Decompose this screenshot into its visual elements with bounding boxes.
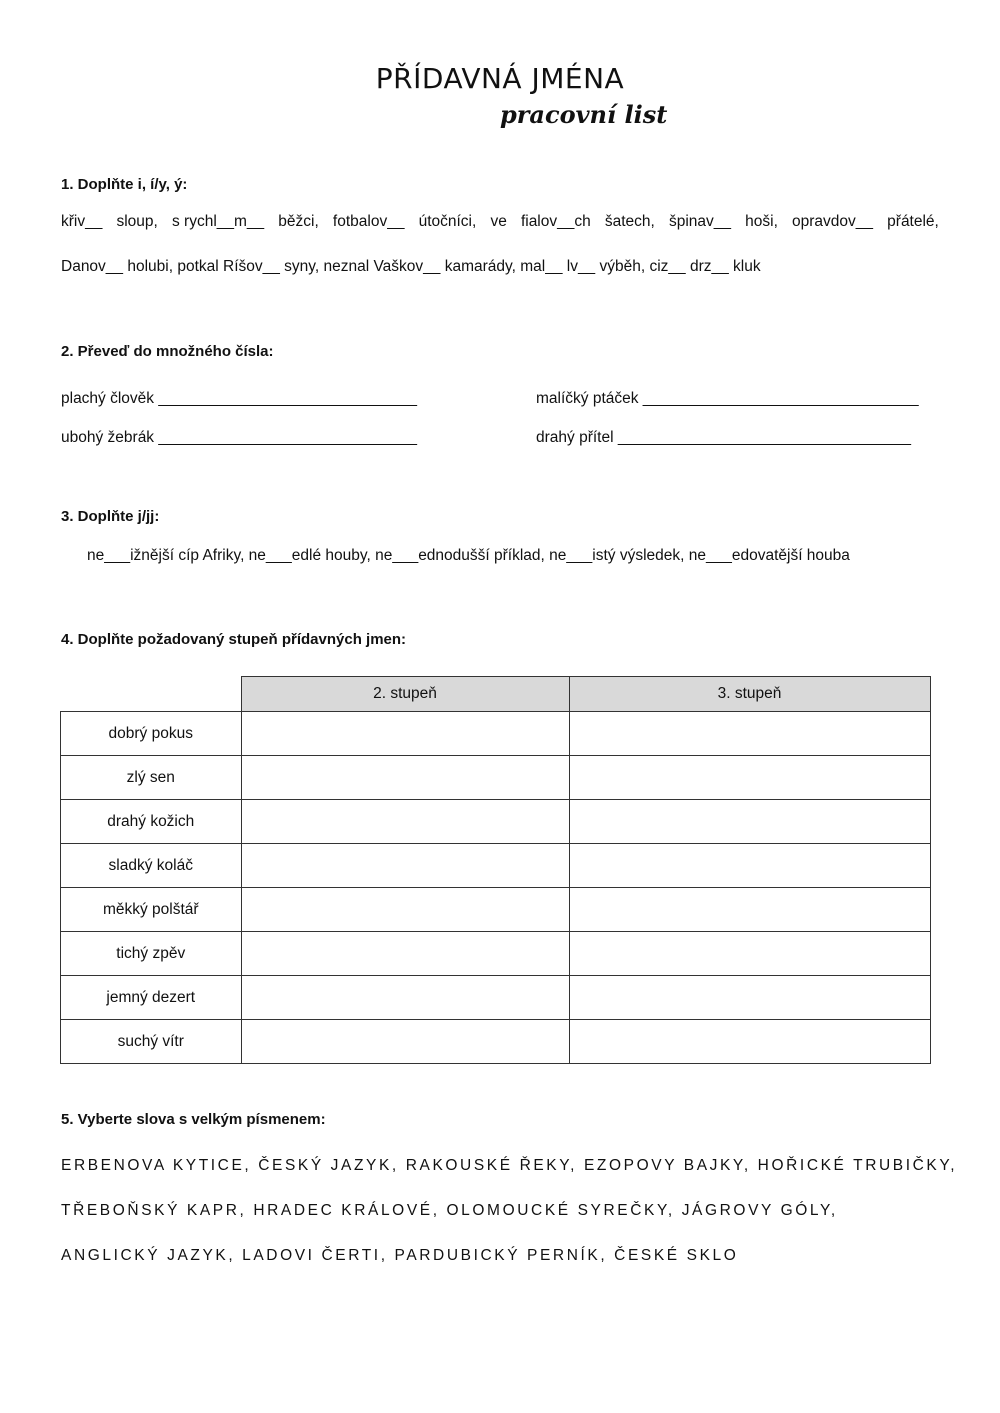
answer-cell[interactable] [569,800,930,844]
task1-word[interactable]: s rychl__m__ [171,213,265,230]
conversion-item[interactable]: malíčký ptáček ________________________________ [536,390,919,407]
table-row [61,932,931,976]
task1-word[interactable]: opravdov__ [792,213,874,230]
task2-heading: 2. Převeď do množného čísla: [61,343,274,360]
comparison-table [60,676,931,1064]
task1-word: útočníci, [418,213,477,230]
answer-cell[interactable] [569,932,930,976]
table-row [61,888,931,932]
task5-heading: 5. Vyberte slova s velkým písmenem: [61,1111,326,1128]
column-header: 3. stupeň [569,677,930,712]
answer-cell[interactable] [569,844,930,888]
answer-cell[interactable] [241,888,569,932]
row-label: dobrý pokus [61,712,242,756]
page-title: PŘÍDAVNÁ JMÉNA [375,62,625,95]
caps-line[interactable]: TŘEBOŇSKÝ KAPR, HRADEC KRÁLOVÉ, OLOMOUCKÉ SYREČKY, JÁGROVY GÓLY, [61,1202,838,1219]
answer-cell[interactable] [569,712,930,756]
task1-word[interactable]: fialov__ch [520,213,591,230]
table-row [61,800,931,844]
table-corner [61,677,242,712]
answer-cell[interactable] [241,756,569,800]
row-label: tichý zpěv [61,932,242,976]
answer-cell[interactable] [241,712,569,756]
task1-line-1 [61,213,939,231]
task1-heading: 1. Doplňte i, í/y, ý: [61,176,188,193]
task1-word[interactable]: křiv__ [61,213,103,230]
row-label: měkký polštář [61,888,242,932]
conversion-item[interactable]: drahý přítel __________________________________ [536,429,911,446]
answer-cell[interactable] [241,976,569,1020]
task1-word[interactable]: fotbalov__ [332,213,405,230]
answer-cell[interactable] [569,888,930,932]
task3-line[interactable]: ne___ižnější cíp Afriky, ne___edlé houby, ne___ednodušší příklad, ne___istý výsledek, ne___edovatější houba [87,547,850,564]
answer-cell[interactable] [241,932,569,976]
table-row [61,712,931,756]
table-row [61,976,931,1020]
table-row [61,1020,931,1064]
task1-word: hoši, [745,213,778,230]
answer-cell[interactable] [569,756,930,800]
task1-word: sloup, [116,213,158,230]
answer-cell[interactable] [569,1020,930,1064]
column-header: 2. stupeň [241,677,569,712]
answer-cell[interactable] [241,844,569,888]
row-label: sladký koláč [61,844,242,888]
task1-line-2: Danov__ holubi, potkal Ríšov__ syny, neznal Vaškov__ kamarády, mal__ lv__ výběh, ciz__ drz__ kluk [61,258,761,275]
answer-cell[interactable] [241,1020,569,1064]
row-label: jemný dezert [61,976,242,1020]
answer-cell[interactable] [569,976,930,1020]
task1-word: běžci, [278,213,319,230]
conversion-item[interactable]: plachý člověk ______________________________ [61,390,417,407]
row-label: zlý sen [61,756,242,800]
task4-heading: 4. Doplňte požadovaný stupeň přídavných jmen: [61,631,407,648]
task1-word[interactable]: špinav__ [668,213,732,230]
table-row [61,756,931,800]
task1-word: ve [490,213,507,230]
table-row [61,844,931,888]
task1-word: přátelé, [887,213,939,230]
page-subtitle: pracovní list [500,100,668,129]
conversion-item[interactable]: ubohý žebrák ______________________________ [61,429,417,446]
task3-heading: 3. Doplňte j/jj: [61,508,160,525]
caps-line[interactable]: ERBENOVA KYTICE, ČESKÝ JAZYK, RAKOUSKÉ ŘEKY, EZOPOVY BAJKY, HOŘICKÉ TRUBIČKY, [61,1157,958,1174]
answer-cell[interactable] [241,800,569,844]
row-label: drahý kožich [61,800,242,844]
caps-line[interactable]: ANGLICKÝ JAZYK, LADOVI ČERTI, PARDUBICKÝ PERNÍK, ČESKÉ SKLO [61,1247,739,1264]
task1-word: šatech, [604,213,655,230]
row-label: suchý vítr [61,1020,242,1064]
